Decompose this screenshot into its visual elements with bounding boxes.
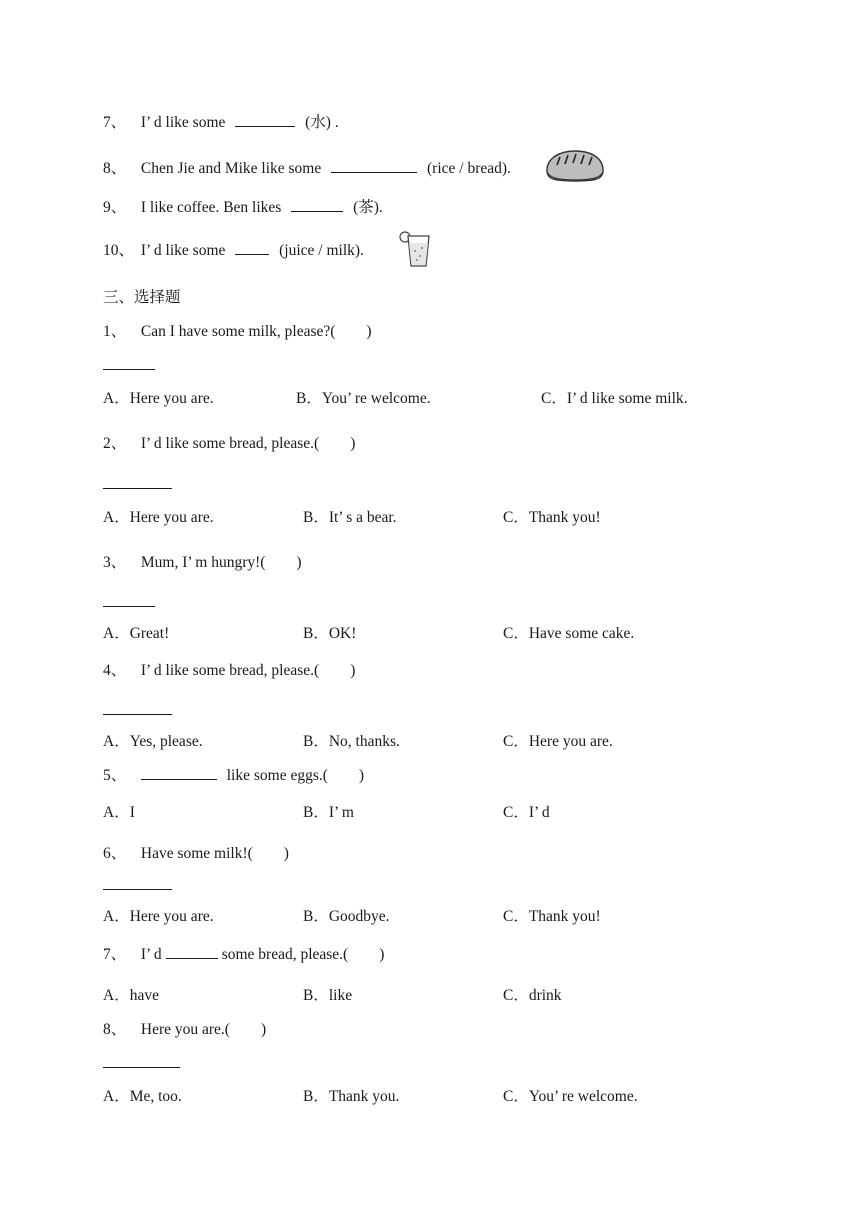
option-c[interactable]: C．I’ d [503, 804, 550, 821]
question-number: 1、 [103, 323, 127, 340]
question-text: Can I have some milk, please?( ) [140, 323, 372, 340]
option-b[interactable]: B．No, thanks. [303, 733, 400, 750]
option-a[interactable]: A．Yes, please. [103, 733, 203, 750]
option-c[interactable]: C．You’ re welcome. [503, 1088, 638, 1105]
fill-in-item-10 [103, 238, 364, 260]
item-hint: (茶). [353, 199, 383, 216]
answer-blank[interactable] [235, 111, 295, 127]
answer-line[interactable] [103, 889, 172, 890]
item-number: 10、 [103, 242, 135, 259]
question-text: Here you are.( ) [140, 1021, 267, 1038]
option-a[interactable]: A．Here you are. [103, 509, 214, 526]
option-a[interactable]: A．Great! [103, 625, 170, 642]
option-b[interactable]: B．OK! [303, 625, 357, 642]
answer-blank[interactable] [235, 239, 269, 255]
option-c[interactable]: C．Here you are. [503, 733, 613, 750]
option-a[interactable]: A．Here you are. [103, 390, 214, 407]
question-number: 2、 [103, 435, 127, 452]
question-text: Mum, I’ m hungry!( ) [140, 554, 302, 571]
question-text: Have some milk!( ) [140, 845, 289, 862]
bread-icon [544, 148, 606, 184]
answer-blank[interactable] [291, 196, 343, 212]
question-6 [103, 841, 289, 863]
question-text-start: I’ d [140, 946, 162, 963]
option-a[interactable]: A．have [103, 987, 159, 1004]
item-hint: (rice / bread). [427, 160, 511, 177]
option-b[interactable]: B．Goodbye. [303, 908, 390, 925]
question-7 [103, 942, 384, 964]
item-text: Chen Jie and Mike like some [140, 160, 322, 177]
question-text: I’ d like some bread, please.( ) [140, 662, 356, 679]
question-number: 5、 [103, 767, 127, 784]
answer-blank[interactable] [331, 157, 417, 173]
answer-line[interactable] [103, 369, 155, 370]
question-8 [103, 1017, 266, 1039]
item-text: I like coffee. Ben likes [140, 199, 282, 216]
answer-line[interactable] [103, 1067, 180, 1068]
item-text: I’ d like some [140, 242, 226, 259]
question-3 [103, 550, 302, 572]
answer-blank[interactable] [141, 764, 217, 780]
answer-line[interactable] [103, 606, 155, 607]
fill-in-item-7 [103, 110, 339, 132]
fill-in-item-8 [103, 156, 511, 178]
question-text: like some eggs.( ) [226, 767, 365, 784]
option-c[interactable]: C．drink [503, 987, 562, 1004]
option-c[interactable]: C．Thank you! [503, 908, 601, 925]
option-b[interactable]: B．Thank you. [303, 1088, 400, 1105]
item-number: 7、 [103, 114, 127, 131]
item-text: I’ d like some [140, 114, 226, 131]
question-text: I’ d like some bread, please.( ) [140, 435, 356, 452]
option-c[interactable]: C．Have some cake. [503, 625, 635, 642]
question-number: 4、 [103, 662, 127, 679]
question-number: 6、 [103, 845, 127, 862]
question-1 [103, 319, 372, 341]
fill-in-item-9 [103, 195, 383, 217]
question-number: 8、 [103, 1021, 127, 1038]
item-number: 9、 [103, 199, 127, 216]
answer-blank[interactable] [166, 943, 218, 959]
question-number: 3、 [103, 554, 127, 571]
option-b[interactable]: B．like [303, 987, 353, 1004]
section-title: 三、选择题 [103, 289, 181, 306]
item-hint: (juice / milk). [279, 242, 364, 259]
option-b[interactable]: B．It’ s a bear. [303, 509, 397, 526]
question-2 [103, 431, 355, 453]
option-a[interactable]: A．Me, too. [103, 1088, 182, 1105]
option-b[interactable]: B．I’ m [303, 804, 354, 821]
option-c[interactable]: C．Thank you! [503, 509, 601, 526]
question-5 [103, 763, 364, 785]
question-4 [103, 658, 355, 680]
juice-glass-icon [398, 229, 432, 269]
question-text: some bread, please.( ) [221, 946, 385, 963]
option-a[interactable]: A．Here you are. [103, 908, 214, 925]
item-number: 8、 [103, 160, 127, 177]
item-hint: (水) . [305, 114, 339, 131]
option-b[interactable]: B．You’ re welcome. [296, 390, 431, 407]
question-number: 7、 [103, 946, 127, 963]
answer-line[interactable] [103, 488, 172, 489]
option-c[interactable]: C．I’ d like some milk. [541, 390, 688, 407]
answer-line[interactable] [103, 714, 172, 715]
option-a[interactable]: A．I [103, 804, 135, 821]
